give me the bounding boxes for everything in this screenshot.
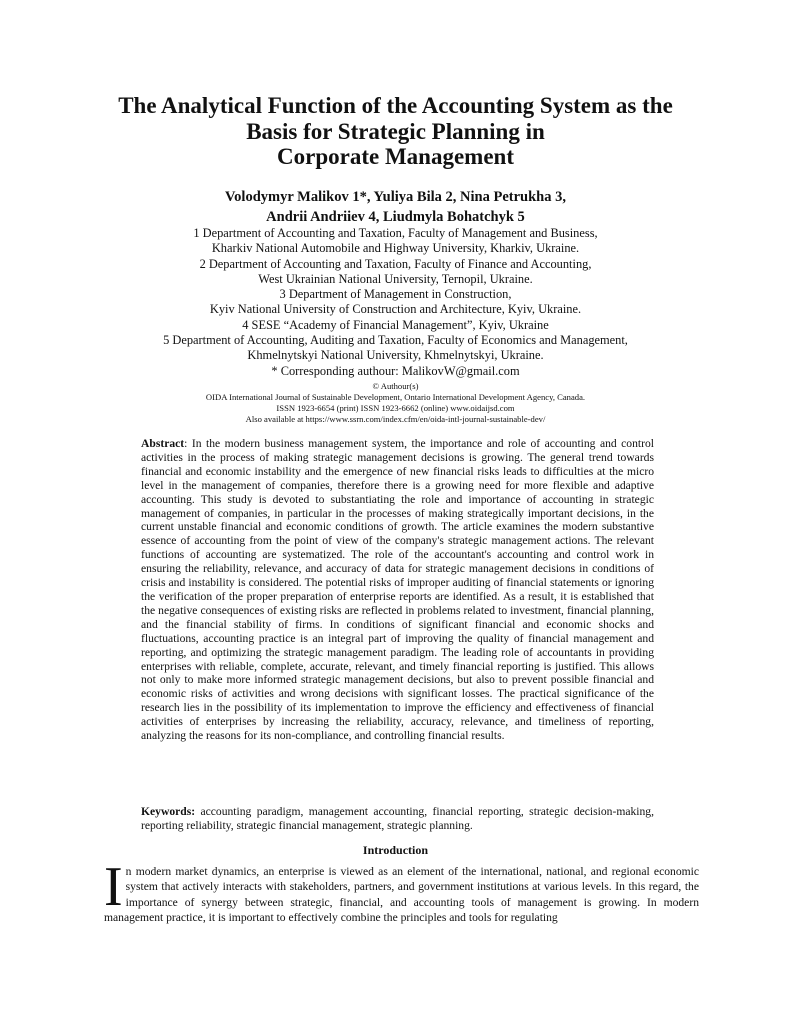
author-line: Andrii Andriiev 4, Liudmyla Bohatchyk 5 [266, 209, 525, 225]
affiliation-list [60, 226, 731, 379]
section-heading-introduction: Introduction [362, 843, 429, 857]
introduction-text: n modern market dynamics, an enterprise is viewed as an element of the international, national, and regional economic system that actively interacts with stakeholders, partners, and government institutions at various levels. In this regard, the importance of synergy between strategic, financial, and accounting tools of management is growing. In modern management practice, it is important to effectively combine the principles and tools for regulating [104, 865, 699, 925]
author-list [60, 187, 731, 227]
journal-line: OIDA International Journal of Sustainable Development, Ontario International Development Agency, Canada. [205, 392, 586, 402]
issn-line: ISSN 1923-6654 (print) ISSN 1923-6662 (online) www.oidaijsd.com [276, 403, 515, 413]
affiliation-line: 2 Department of Accounting and Taxation, Faculty of Finance and Accounting, [199, 256, 592, 271]
affiliation-line: 5 Department of Accounting, Auditing and Taxation, Faculty of Economics and Management, [163, 333, 628, 348]
affiliation-line: 3 Department of Management in Construction, [279, 287, 512, 302]
title-line: Basis for Strategic Planning in [246, 118, 545, 144]
abstract-label: Abstract [141, 437, 185, 450]
introduction-paragraph [104, 856, 699, 926]
paper-title [60, 93, 731, 170]
keywords-text: accounting paradigm, management accounting, financial reporting, strategic decision-making, reporting reliability, strategic financial management, strategic planning. [141, 805, 654, 832]
affiliation-line: Khmelnytskyi National University, Khmelnytskyi, Ukraine. [247, 348, 544, 363]
copyright-line: © Authour(s) [372, 381, 419, 391]
affiliation-line: West Ukrainian National University, Ternopil, Ukraine. [258, 271, 533, 286]
publication-info [60, 381, 731, 425]
abstract-text: : In the modern business management system, the importance and role of accounting and control activities in the process of making strategic management decisions is growing. The general trend towards financial and economic instability and the emergence of new financial risks leads to difficulties at the micro level in the management of companies, therefore there is a growing need for more flexible and adaptive accounting. This study is devoted to substantiating the role and importance of accounting in strategic management of companies, in particular in the processes of making strategically important decisions, in the current unstable financial and economic conditions of growth. The article examines the modern substantive essence of accounting from the point of view of the company's strategic management actions. The relevant functions of accounting are systematized. The role of the accountant's accounting and control work in ensuring the reliability, relevance, and accuracy of data for strategic management decisions in conditions of crisis and instability is considered. The potential risks of improper auditing of financial statements or ignoring the verification of the proper preparation of enterprise reports are identified. As a result, it is established that the negative consequences of existing risks are reflected in problems related to investment, financial planning, and the financial stability of firms. In conditions of significant financial and economic shocks and fluctuations, accounting practice is an integral part of improving the quality of financial management and reporting, and optimizing the strategic management paradigm. The leading role of accountants in providing enterprises with reliable, complete, accurate, relevant, and timely financial reporting is justified. This allows not only to make more informed strategic management decisions, but also to prevent possible financial and economic risks of activities and wrong decisions with significant losses. The practical significance of the research lies in the possibility of its implementation to improve the efficiency and effectiveness of financial activities of enterprises by increasing the reliability, accuracy, relevance, and timeliness of reporting, analyzing the reasons for its non-compliance, and controlling financial results. [141, 437, 654, 743]
affiliation-line: Kyiv National University of Construction and Architecture, Kyiv, Ukraine. [209, 302, 582, 317]
affiliation-line: 1 Department of Accounting and Taxation, Faculty of Management and Business, [193, 226, 598, 240]
affiliation-line: 4 SESE “Academy of Financial Management”, Kyiv, Ukraine [242, 317, 549, 332]
drop-cap: I [104, 856, 123, 918]
title-line: Corporate Management [277, 144, 514, 169]
keywords [141, 805, 654, 833]
keywords-label: Keywords: [141, 805, 196, 818]
affiliation-line: Kharkiv National Automobile and Highway University, Kharkiv, Ukraine. [211, 241, 580, 256]
abstract [141, 437, 654, 743]
corresponding-author: * Corresponding authour: MalikovW@gmail.com [271, 363, 520, 378]
title-line: The Analytical Function of the Accounting System as the [118, 93, 673, 118]
availability-line: Also available at https://www.ssrn.com/index.cfm/en/oida-intl-journal-sustainable-dev/ [245, 414, 546, 424]
author-line: Volodymyr Malikov 1*, Yuliya Bila 2, Nina Petrukha 3, [225, 189, 566, 205]
